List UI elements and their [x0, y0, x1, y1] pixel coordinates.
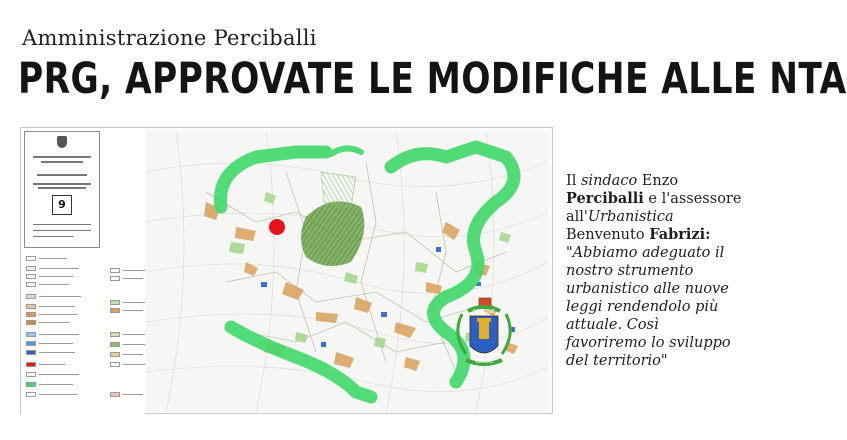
article-caption [566, 172, 742, 370]
caption-quote: "Abbiamo adeguato il nostro strumento urbanistico alle nuove leggi rendendolo più attuale. Così favoriremo lo sviluppo del territorio" [566, 245, 731, 369]
red-location-marker [269, 219, 285, 235]
title-text-line [33, 224, 91, 225]
sheet-number: 9 [52, 195, 72, 215]
prg-map-image [20, 127, 553, 414]
article-kicker: Amministrazione Perciballi [22, 26, 317, 50]
caption-text-1: Il [566, 173, 581, 189]
title-text-line [41, 161, 83, 163]
article-headline: PRG, APPROVATE LE MODIFICHE ALLE NTA [18, 54, 847, 104]
caption-sindaco: sindaco [580, 173, 638, 189]
caption-fabrizi: Fabrizi [649, 226, 706, 243]
territory-map [146, 132, 548, 412]
title-text-line [38, 187, 86, 189]
emblem-band-bottom-text: VEROLI [474, 359, 494, 365]
territory-map-drawing [146, 132, 548, 412]
caption-text-3: e l'assessore all' [566, 191, 742, 225]
title-text-line [33, 236, 73, 237]
caption-urbanistica: Urbanistica [587, 209, 674, 225]
caption-text-2: Enzo [637, 173, 679, 189]
title-text-line [33, 230, 91, 231]
caption-perciballi: Perciballi [566, 190, 644, 207]
title-text-line [33, 183, 91, 185]
map-legend-panel [21, 128, 106, 415]
map-legend-column-2 [105, 128, 145, 415]
municipal-emblem-icon [57, 136, 67, 148]
caption-text-4: Benvenuto [566, 227, 650, 243]
map-title-block [24, 131, 100, 248]
title-text-line [33, 156, 91, 158]
title-text-line [37, 174, 87, 176]
emblem-band-top-text: COMUNE [472, 309, 496, 315]
caption-colon: : [705, 226, 711, 243]
